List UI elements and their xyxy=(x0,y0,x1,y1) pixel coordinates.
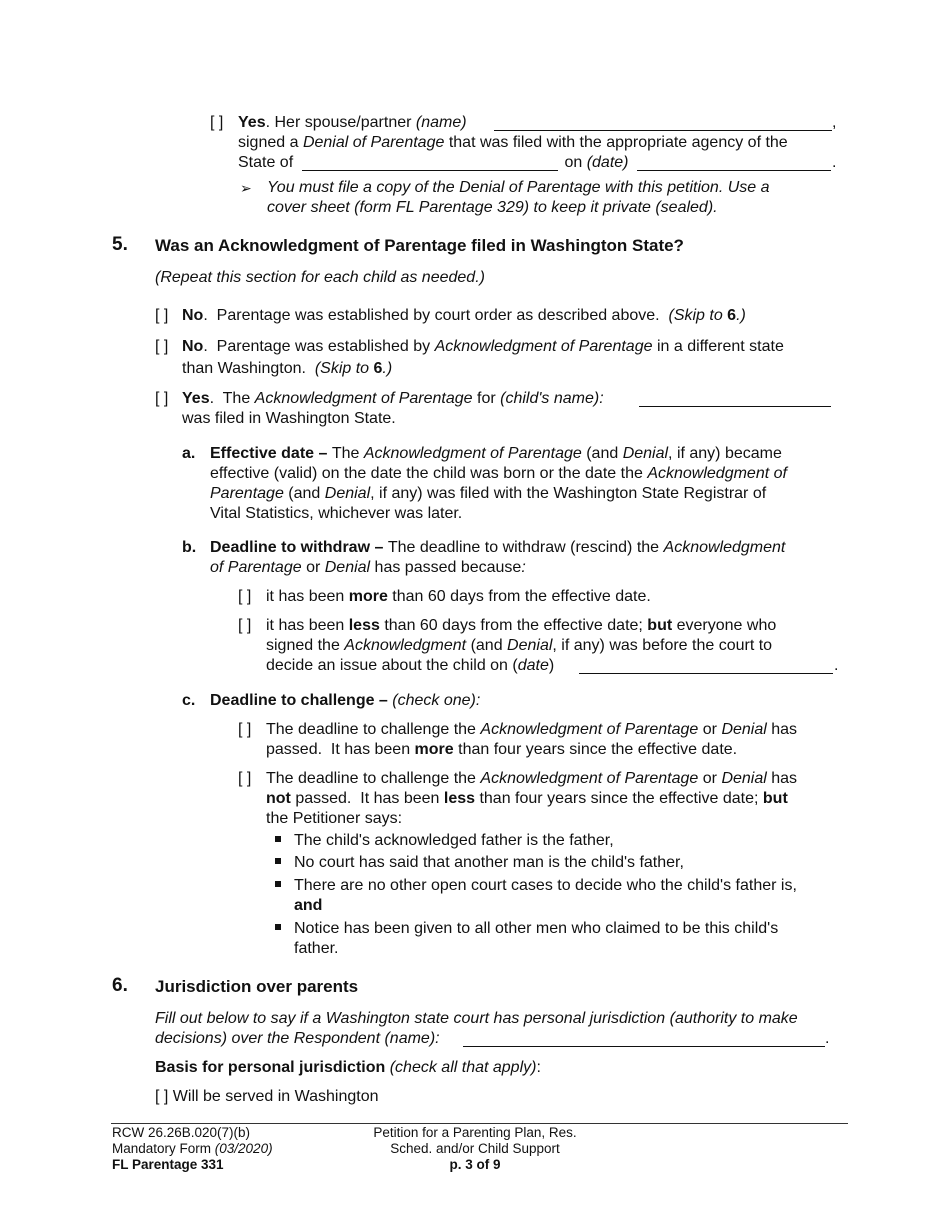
square-bullet-icon xyxy=(275,881,281,887)
option-no-other-state-line2: than Washington. (Skip to 6.) xyxy=(182,360,393,377)
bullet-notice-line1: Notice has been given to all other men who claimed to be this child's xyxy=(294,920,779,937)
date-label: on (date) xyxy=(560,154,629,171)
period: . xyxy=(832,154,837,171)
arrow-bullet-icon: ➢ xyxy=(240,180,252,196)
footer-rcw: RCW 26.26B.020(7)(b) xyxy=(112,1125,251,1140)
spouse-denial-state-label: State of xyxy=(238,154,298,171)
section-6-title: Jurisdiction over parents xyxy=(155,977,359,996)
denial-note-line1: You must file a copy of the Denial of Parentage with this petition. Use a xyxy=(267,179,770,196)
footer-divider xyxy=(111,1123,848,1124)
basis-jurisdiction-label: Basis for personal jurisdiction (check all that apply): xyxy=(155,1059,541,1076)
withdraw-option-less-line3: decide an issue about the child on (date) xyxy=(266,657,559,674)
effective-date-line4: Vital Statistics, whichever was later. xyxy=(210,505,463,522)
challenge-passed-line1: The deadline to challenge the Acknowledgment of Parentage or Denial has xyxy=(266,721,798,738)
footer-page-number: p. 3 of 9 xyxy=(449,1157,501,1172)
effective-date-line1: Effective date – The Acknowledgment of Parentage (and Denial, if any) became xyxy=(210,445,782,462)
item-b-letter: b. xyxy=(182,539,197,556)
withdraw-option-less-line2: signed the Acknowledgment (and Denial, if any) was before the court to xyxy=(266,637,773,654)
item-c-letter: c. xyxy=(182,692,196,709)
withdraw-option-less-line1: it has been less than 60 days from the effective date; but everyone who xyxy=(266,617,777,634)
bullet-notice-line2: father. xyxy=(294,940,339,957)
option-yes-filed-line2: was filed in Washington State. xyxy=(182,410,396,427)
square-bullet-icon xyxy=(275,924,281,930)
checkbox-no-other-state[interactable]: [ ] xyxy=(155,338,169,355)
option-no-other-state-line1: No. Parentage was established by Acknowledgment of Parentage in a different state xyxy=(182,338,784,355)
child-name-field[interactable] xyxy=(639,390,831,407)
challenge-not-passed-line2: not passed. It has been less than four years since the effective date; but xyxy=(266,790,788,807)
square-bullet-icon xyxy=(275,836,281,842)
square-bullet-icon xyxy=(275,858,281,864)
challenge-not-passed-line3: the Petitioner says: xyxy=(266,810,403,827)
comma: , xyxy=(832,114,837,131)
section-5-number: 5. xyxy=(112,234,128,255)
footer-form-title-line2: Sched. and/or Child Support xyxy=(390,1141,560,1156)
footer-form-number: FL Parentage 331 xyxy=(112,1157,224,1172)
denial-note-line2: cover sheet (form FL Parentage 329) to keep it private (sealed). xyxy=(267,199,718,216)
section-6-number: 6. xyxy=(112,975,128,996)
challenge-passed-line2: passed. It has been more than four years since the effective date. xyxy=(266,741,738,758)
bullet-no-court: No court has said that another man is the child's father, xyxy=(294,854,684,871)
checkbox-challenge-passed[interactable]: [ ] xyxy=(238,721,252,738)
section-6-intro-line2: decisions) over the Respondent (name): xyxy=(155,1030,440,1047)
section-6-intro-line1: Fill out below to say if a Washington state court has personal jurisdiction (authority to make xyxy=(155,1010,798,1027)
withdraw-option-more: it has been more than 60 days from the effective date. xyxy=(266,588,651,605)
checkbox-challenge-not-passed[interactable]: [ ] xyxy=(238,770,252,787)
bullet-no-open-cases-line1: There are no other open court cases to decide who the child's father is, xyxy=(294,877,797,894)
section-5-repeat-note: (Repeat this section for each child as needed.) xyxy=(155,269,485,286)
checkbox-withdraw-less[interactable]: [ ] xyxy=(238,617,252,634)
spouse-name-field[interactable] xyxy=(494,114,832,131)
withdraw-line2: of Parentage or Denial has passed because: xyxy=(210,559,526,576)
bullet-acknowledged-father: The child's acknowledged father is the father, xyxy=(294,832,614,849)
period: . xyxy=(834,657,839,674)
challenge-not-passed-line1: The deadline to challenge the Acknowledgment of Parentage or Denial has xyxy=(266,770,798,787)
date-field[interactable] xyxy=(637,154,831,171)
item-a-letter: a. xyxy=(182,445,196,462)
respondent-name-field[interactable] xyxy=(463,1030,825,1047)
effective-date-line3: Parentage (and Denial, if any) was filed with the Washington State Registrar of xyxy=(210,485,767,502)
checkbox-spouse-denial-yes[interactable]: [ ] xyxy=(210,114,224,131)
footer-mandatory-form: Mandatory Form (03/2020) xyxy=(112,1141,273,1156)
checkbox-no-court-order[interactable]: [ ] xyxy=(155,307,169,324)
option-no-court-order: No. Parentage was established by court order as described above. (Skip to 6.) xyxy=(182,307,746,324)
period: . xyxy=(825,1030,830,1047)
bullet-no-open-cases-line2: and xyxy=(294,897,323,914)
checkbox-withdraw-more[interactable]: [ ] xyxy=(238,588,252,605)
checkbox-yes-filed[interactable]: [ ] xyxy=(155,390,169,407)
court-date-field[interactable] xyxy=(579,657,833,674)
challenge-heading: Deadline to challenge – (check one): xyxy=(210,692,481,709)
withdraw-line1: Deadline to withdraw – The deadline to withdraw (rescind) the Acknowledgment xyxy=(210,539,786,556)
footer-form-title-line1: Petition for a Parenting Plan, Res. xyxy=(373,1125,577,1140)
checkbox-served-in-washington[interactable]: [ ] Will be served in Washington xyxy=(155,1088,379,1105)
spouse-denial-line2: signed a Denial of Parentage that was filed with the appropriate agency of the xyxy=(238,134,788,151)
state-field[interactable] xyxy=(302,154,558,171)
spouse-denial-line1: Yes. Her spouse/partner (name) xyxy=(238,114,467,131)
section-5-title: Was an Acknowledgment of Parentage filed in Washington State? xyxy=(155,236,684,255)
option-yes-filed-line1: Yes. The Acknowledgment of Parentage for (child's name): xyxy=(182,390,604,407)
effective-date-line2: effective (valid) on the date the child was born or the date the Acknowledgment of xyxy=(210,465,787,482)
